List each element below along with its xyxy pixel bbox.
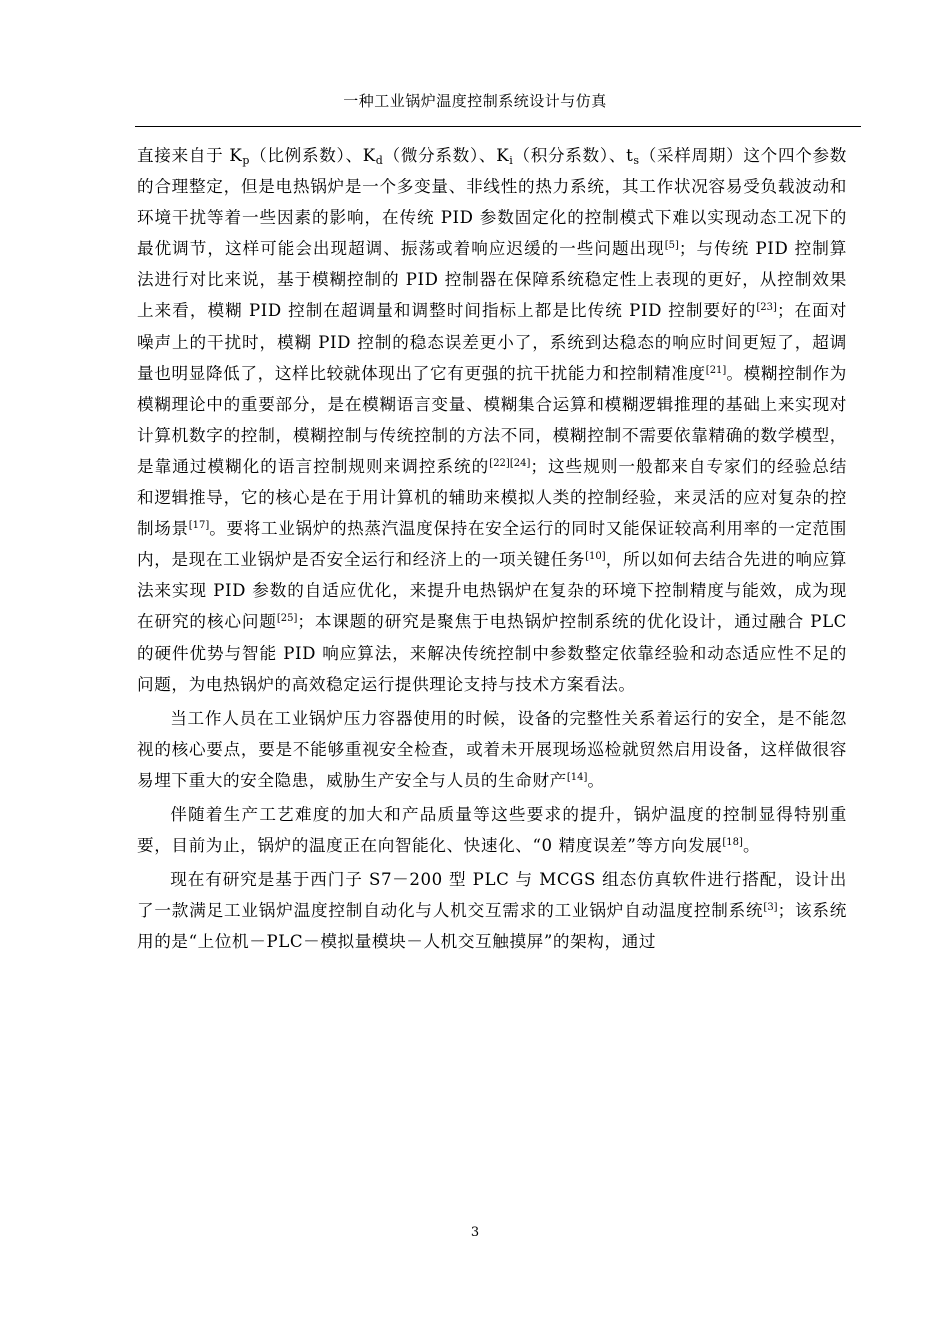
text-run: 。 [742, 836, 761, 856]
text-run: ；这些规则一般都来自专家们的经验总结和逻辑推导，它的核心是在于用计算机的辅助来模拟人类的控制经验，来灵活的应对复杂的控制场景 [137, 456, 847, 539]
citation: [14] [566, 771, 588, 783]
text-run: 。要将工业锅炉的热蒸汽温度保持在安全运行的同时又能保证较高利用率的一定范围内，是现在工业锅炉是否安全运行和经济上的一项关键任务 [137, 519, 847, 570]
subscript: d [375, 154, 384, 167]
text-run: 。模糊控制作为模糊理论中的重要部分，是在模糊语言变量、模糊集合运算和模糊逻辑推理的基础上来实现对计算机数字的控制，模糊控制与传统控制的方法不同，模糊控制不需要依靠精确的数学模型，是靠通过模糊化的语言控制规则来调控系统的 [137, 363, 847, 476]
text-run: 当工作人员在工业锅炉压力容器使用的时候，设备的完整性关系着运行的安全，是不能忽视的核心要点，要是不能够重视安全检查，或着未开展现场巡检就贸然启用设备，这样做很容易埋下重大的安全隐患，威胁生产安全与人员的生命财产 [137, 708, 847, 790]
citation: [21] [705, 364, 727, 376]
header-rule [135, 126, 861, 127]
text-run: （采样周期）这个四个参数的合理整定，但是电热锅炉是一个多变量、非线性的热力系统，其工作状况容易受负载波动和环境干扰等着一些因素的影响，在传统 PID 参数固定化的控制模式下难以实现动态工况下的最优调节，这样可能会出现超调、振荡或着响应迟缓的一些问题出现 [137, 146, 848, 259]
citation: [18] [722, 837, 743, 849]
running-header: 一种工业锅炉温度控制系统设计与仿真 [343, 92, 607, 110]
paragraph-4 [137, 864, 847, 957]
text-run: ；该系统用的是“上位机－PLC－模拟量模块－人机交互触摸屏”的架构，通过 [137, 901, 847, 952]
text-run: 伴随着生产工艺难度的加大和产品质量等这些要求的提升，锅炉温度的控制显得特别重要，目前为止，锅炉的温度正在向智能化、快速化、“0 精度误差”等方向发展 [137, 804, 847, 856]
paragraph-2 [137, 703, 847, 796]
text-run: ；本课题的研究是聚焦于电热锅炉控制系统的优化设计，通过融合 PLC 的硬件优势与智能 PID 响应算法，来解决传统控制中参数整定依靠经验和动态适应性不足的问题，为电热锅炉的高效稳定运行提供理论支持与技术方案看法。 [137, 612, 847, 694]
subscript: i [509, 154, 514, 167]
citation: [25] [276, 613, 298, 625]
citation: [17] [188, 520, 210, 532]
text-run: ；与传统 PID 控制算法进行对比来说，基于模糊控制的 PID 控制器在保障系统稳定性上表现的更好，从控制效果上来看，模糊 PID 控制在超调量和调整时间指标上都是比传统 PID 控制要好的 [137, 239, 847, 321]
text-run: 直接来自于 K [137, 146, 243, 165]
citation: [10] [585, 551, 606, 563]
citation: [3] [763, 902, 778, 914]
text-run: ；在面对噪声上的干扰时，模糊 PID 控制的稳态误差更小了，系统到达稳态的响应时间更短了，超调量也明显降低了，这样比较就体现出了它有更强的抗干扰能力和控制精准度 [137, 301, 847, 383]
text-run: 现在有研究是基于西门子 S7－200 型 PLC 与 MCGS 组态仿真软件进行搭配，设计出了一款满足工业锅炉温度控制自动化与人机交互需求的工业锅炉自动温度控制系统 [137, 870, 847, 921]
subscript: s [633, 154, 640, 167]
citation: [5] [664, 240, 679, 252]
citation: [23] [756, 302, 777, 314]
citation: [22][24] [489, 457, 531, 469]
text-run: （积分系数）、t [513, 146, 634, 165]
paragraph-3 [137, 799, 847, 861]
text-run: 。 [587, 770, 605, 790]
paragraph-1 [137, 140, 847, 700]
text-run: （微分系数）、K [383, 146, 510, 165]
subscript: p [242, 154, 251, 167]
page-number: 3 [470, 1225, 480, 1240]
body-text [137, 140, 847, 957]
text-run: （比例系数）、K [250, 146, 376, 165]
text-run: ，所以如何去结合先进的响应算法来实现 PID 参数的自适应优化，来提升电热锅炉在复杂的环境下控制精度与能效，成为现在研究的核心问题 [137, 550, 847, 632]
